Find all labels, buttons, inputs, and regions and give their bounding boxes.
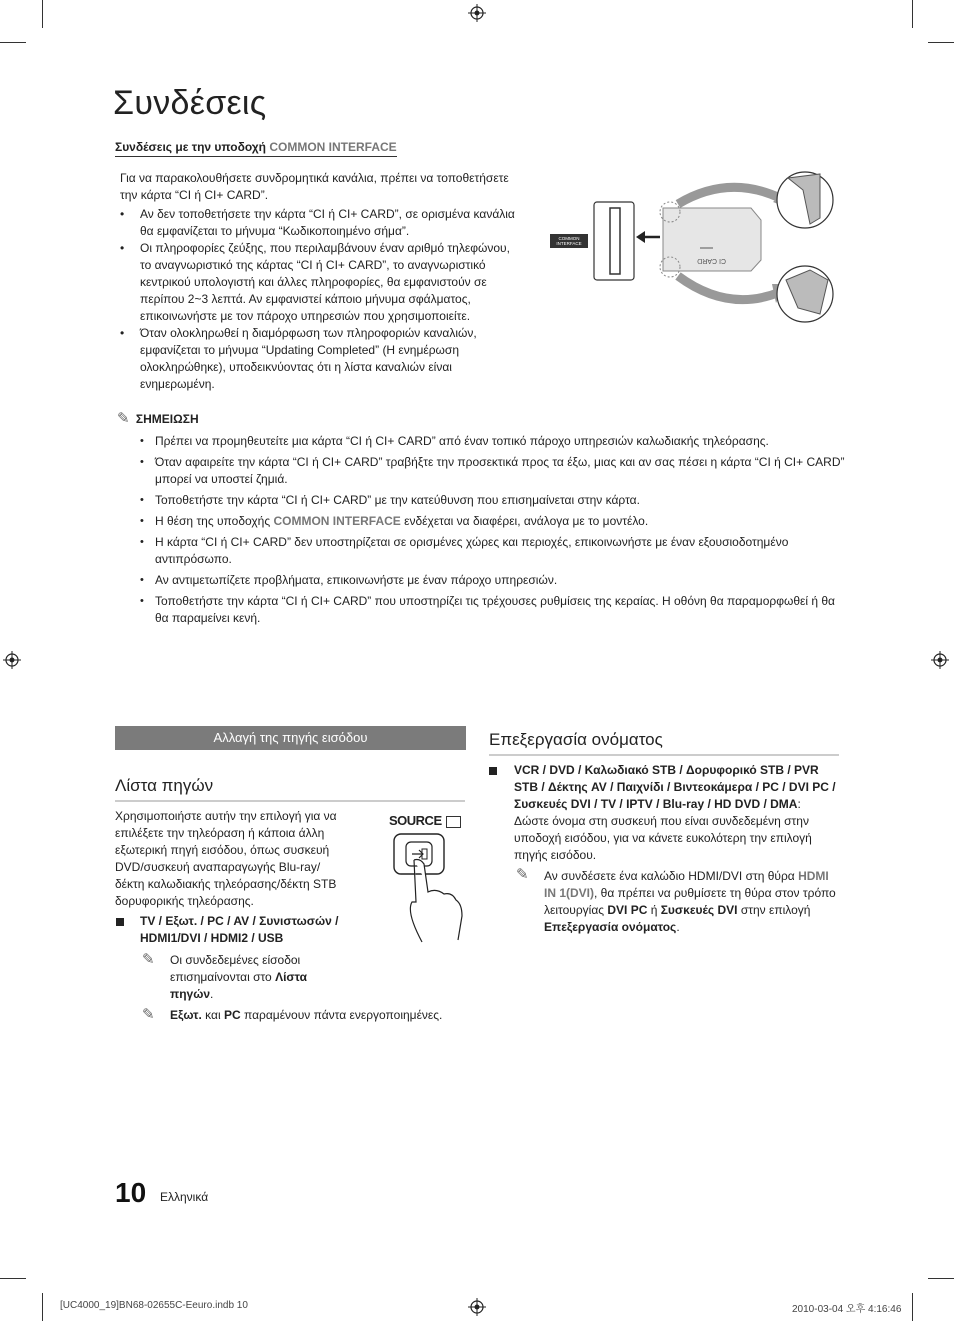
crop-mark [0,1278,26,1279]
note-text: και [201,1008,224,1022]
note-heading: ΣΗΜΕΙΩΣΗ [135,412,199,426]
subheading-prefix: Συνδέσεις με την υποδοχή [115,140,267,154]
crop-mark [0,42,26,43]
item-text: : Δώστε όνομα στη συσκευή που είναι συνδεδεμένη στην υποδοχή εισόδου, για να κάνετε ευκολότερη την επιλογή πηγής εισόδου. [514,797,812,862]
footer-timestamp: 2010-03-04 오후 4:16:46 [792,1304,902,1315]
registration-mark-icon [468,1298,486,1316]
edit-name-item [514,762,836,864]
language-label: Ελληνικά [160,1190,209,1204]
figure-label-1: COMMON [558,236,580,241]
card-label: CI CARD [697,257,726,264]
crop-mark [928,42,954,43]
note-text: στην επιλογή [737,903,811,917]
ci-intro-block [120,170,520,393]
list-item: • Όταν ολοκληρωθεί η διαμόρφωση των πληροφοριών καναλιών, εμφανίζεται το μήνυμα “Updating Completed” (Η ενημέρωση ολοκληρώθηκε), υποδεικνύοντας ότι η λίστα καναλιών είναι ενημερωμένη. [110,325,520,393]
crop-mark [912,0,913,28]
ci-notes-block [115,433,845,631]
note-bold: Εξωτ. [170,1008,202,1022]
note-text: . [210,987,214,1001]
source-note-2 [170,1007,460,1024]
source-note-1 [170,952,340,1003]
note-bold: Λίστα πηγών [170,970,308,1001]
ci-intro-text: Για να παρακολουθήσετε συνδρομητικά κανάλια, πρέπει να τοποθετήσετε την κάρτα “CI ή CI+ CARD”. [120,171,509,202]
crop-mark [912,1293,913,1321]
figure-label-2: INTERFACE [556,241,582,246]
section-bar: Αλλαγή της πηγής εισόδου [115,726,466,750]
note-bold: Επεξεργασία ονόματος [544,920,677,934]
source-item: TV / Εξωτ. / PC / AV / Συνιστωσών / HDMI1/DVI / HDMI2 / USB [140,914,339,945]
edit-name-note [544,868,836,936]
source-label: SOURCE [389,813,442,828]
note-bold: Συσκευές DVI [660,903,738,917]
list-item: • Αν δεν τοποθετήσετε την κάρτα “CI ή CI+ CARD”, σε ορισμένα κανάλια θα εμφανίζεται το μήνυμα “Κωδικοποιημένο σήμα”. [110,206,520,240]
note-text: Οι συνδεδεμένες είσοδοι επισημαίνονται στο [170,953,301,984]
note-bold: PC [223,1008,241,1022]
registration-mark-icon [3,651,21,669]
crop-mark [42,1293,43,1321]
note-text: , θα πρέπει να ρυθμίσετε τη θύρα στον τρόπο λειτουργίας [544,886,836,917]
device-list: VCR / DVD / Καλωδιακό STB / Δορυφορικό STB / PVR STB / Δέκτης AV / Παιχνίδι / Βιντεοκάμερα / PC / DVI PC / Συσκευές DVI / TV / IPTV / Blu-ray / HD DVD / DMA [514,763,836,811]
note-text: ενδέχεται να διαφέρει, ανάλογα με το μοντέλο. [404,514,649,528]
note-text: Αν συνδέσετε ένα καλώδιο HDMI/DVI στη θύρα [544,869,799,883]
source-label-block [389,813,461,828]
remote-hand-icon [392,832,466,944]
crop-mark [42,0,43,28]
registration-mark-icon [931,651,949,669]
subheading-interface: COMMON INTERFACE [269,140,397,154]
page-number: 10 [115,1177,147,1208]
pencil-note-icon: ✎ [142,1006,155,1023]
edit-name-heading: Επεξεργασία ονόματος [489,730,839,756]
footer-file-info: [UC4000_19]BN68-02655C-Eeuro.indb 10 [60,1300,248,1311]
list-item [115,513,845,530]
common-interface-subheading [115,140,397,157]
list-item: • Η κάρτα “CI ή CI+ CARD” δεν υποστηρίζεται σε ορισμένες χώρες και περιοχές, επικοινωνήστε με έναν εξουσιοδοτημένο αντιπρόσωπο. [115,534,845,568]
list-item: • Όταν αφαιρείτε την κάρτα “CI ή CI+ CARD” τραβήξτε την προσεκτικά προς τα έξω, μιας και αν σας πέσει η κάρτα “CI ή CI+ CARD” μπορεί να υποστεί ζημιά. [115,454,845,488]
bullet-square-icon [489,767,497,775]
pencil-note-icon: ✎ [117,410,130,427]
pencil-note-icon: ✎ [516,866,529,883]
bullet-square-icon [116,918,124,926]
pencil-note-icon: ✎ [142,951,155,968]
source-icon [446,816,461,828]
note-interface: COMMON INTERFACE [273,514,401,528]
list-item: • Τοποθετήστε την κάρτα “CI ή CI+ CARD” που υποστηρίζει τις τρέχουσες ρυθμίσεις της κεραίας. Η οθόνη θα παραμορφωθεί ή θα θα παραμείνει κενή. [115,593,845,627]
ci-card-illustration [548,168,838,326]
list-item: • Αν αντιμετωπίζετε προβλήματα, επικοινωνήστε με έναν πάροχο υπηρεσιών. [115,572,845,589]
note-port: HDMI IN 1(DVI) [544,869,829,900]
note-heading-block [117,409,199,427]
ci-note-list [115,433,845,627]
source-list-body: Χρησιμοποιήστε αυτήν την επιλογή για να επιλέξετε την τηλεόραση ή κάποια άλλη εξωτερική πηγή εισόδου, όπως συσκευή DVD/συσκευή αναπαραγωγής Blu-ray/δέκτη καλωδιακής τηλεόρασης/δέκτη STB δορυφορικής τηλεόρασης. [115,809,337,908]
note-bold: DVI PC [607,903,648,917]
ci-bullet-list [110,206,520,393]
note-text: ή [647,903,661,917]
list-item: • Πρέπει να προμηθευτείτε μια κάρτα “CI ή CI+ CARD” από έναν τοπικό πάροχο υπηρεσιών καλωδιακής τηλεόρασης. [115,433,845,450]
note-text: Η θέση της υποδοχής [155,514,271,528]
source-list-heading: Λίστα πηγών [115,776,465,802]
note-text: . [676,920,680,934]
page-title: Συνδέσεις [113,84,267,122]
crop-mark [928,1278,954,1279]
list-item: • Τοποθετήστε την κάρτα “CI ή CI+ CARD” με την κατεύθυνση που επισημαίνεται στην κάρτα. [115,492,845,509]
list-item: • Οι πληροφορίες ζεύξης, που περιλαμβάνουν έναν αριθμό τηλεφώνου, το αναγνωριστικό της κάρτας “CI ή CI+ CARD”, το αναγνωριστικό κεντρικού υπολογιστή και άλλες πληροφορίες, θα εμφανιστούν σε περίπου 2~3 λεπτά. Αν εμφανιστεί κάποιο μήνυμα σφάλματος, επικοινωνήστε με τον πάροχο υπηρεσιών που χρησιμοποιείτε. [110,240,520,325]
registration-mark-icon [468,4,486,22]
note-text: παραμένουν πάντα ενεργοποιημένες. [240,1008,443,1022]
